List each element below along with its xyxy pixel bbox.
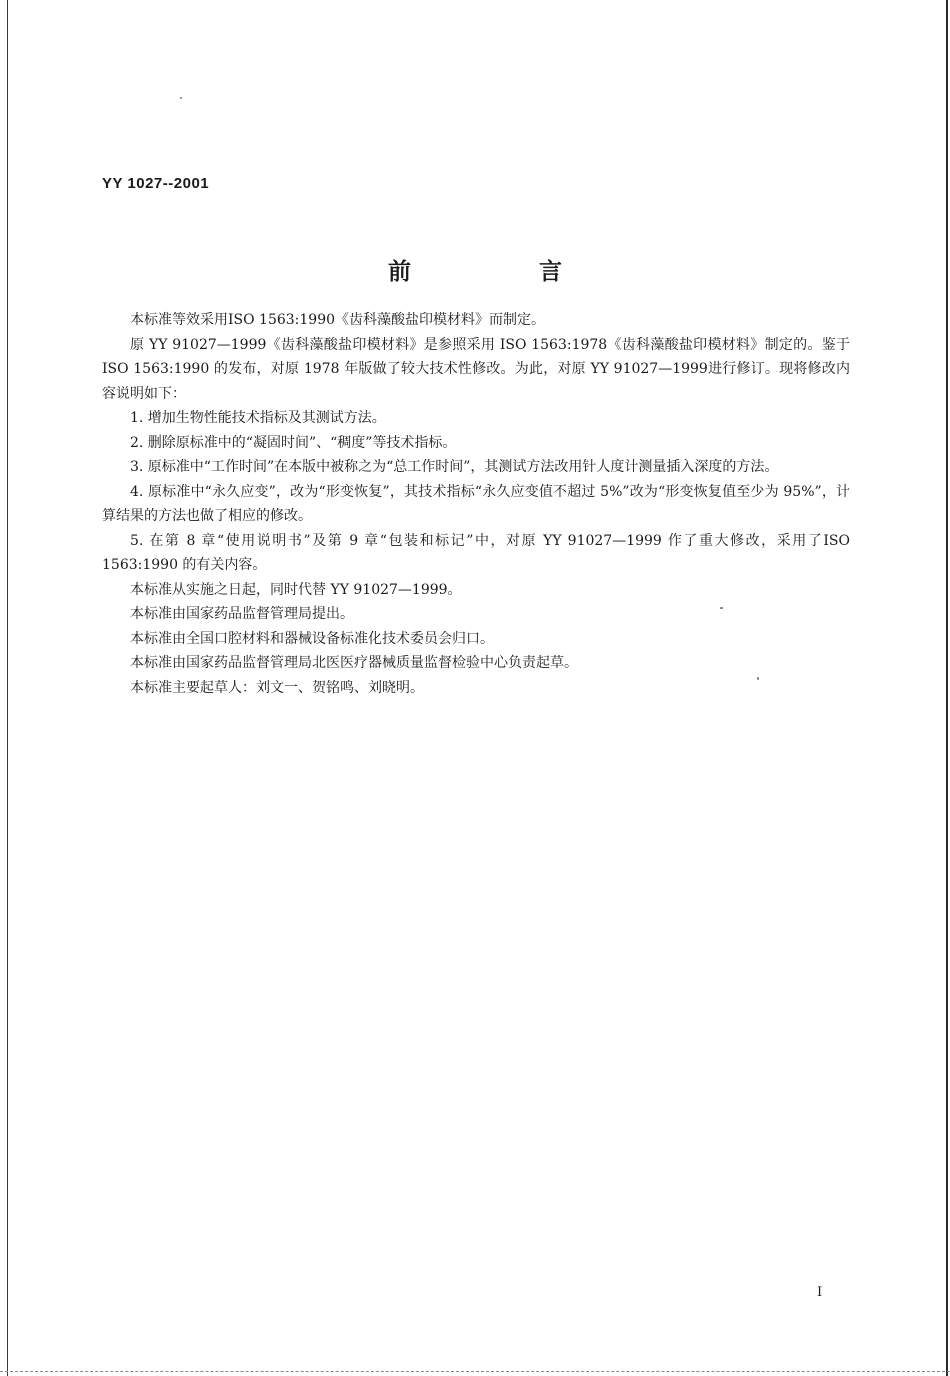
standard-number: YY 1027--2001 (102, 175, 210, 192)
paragraph-change-4: 4. 原标准中“永久应变”，改为“形变恢复”，其技术指标“永久应变值不超过 5%”改为“形变恢复值至少为 95%”，计算结果的方法也做了相应的修改。 (102, 483, 850, 524)
paragraph-revision-background: 原 YY 91027—1999《齿科藻酸盐印模材料》是参照采用 ISO 1563:1978《齿科藻酸盐印模材料》制定的。鉴于 ISO 1563:1990 的发布，对原 1978 年版做了较大技术性修改。为此，对原 YY 91027—1999进行修订。现将修改内容说明如下： (102, 336, 850, 402)
paragraph-adoption: 本标准等效采用ISO 1563:1990《齿科藻酸盐印模材料》而制定。 (130, 312, 546, 328)
paragraph-drafters: 本标准主要起草人：刘文一、贺铭鸣、刘晓明。 (130, 679, 424, 696)
paragraph-change-5: 5. 在第 8 章“使用说明书”及第 9 章“包装和标记”中，对原 YY 91027—1999 作了重大修改，采用了ISO 1563:1990 的有关内容。 (102, 532, 850, 573)
paragraph-change-3: 3. 原标准中“工作时间”在本版中被称之为“总工作时间”，其测试方法改用针人度计测量插入深度的方法。 (130, 459, 779, 475)
foreword-body (102, 308, 850, 700)
paragraph-effective: 本标准从实施之日起，同时代替 YY 91027—1999。 (130, 581, 462, 598)
page-number: I (817, 1285, 823, 1300)
paragraph-centralized-by: 本标准由全国口腔材料和器械设备标准化技术委员会归口。 (130, 630, 494, 647)
scan-edge-bottom (0, 1370, 950, 1372)
paragraph-change-2: 2. 删除原标准中的“凝固时间”、“稠度”等技术指标。 (130, 434, 457, 451)
paragraph-change-1: 1. 增加生物性能技术指标及其测试方法。 (130, 410, 386, 426)
paragraph-drafted-by: 本标准由国家药品监督管理局北医医疗器械质量监督检验中心负责起草。 (130, 655, 578, 671)
paragraph-proposed-by: 本标准由国家药品监督管理局提出。 (130, 606, 354, 622)
scan-edge-left (7, 0, 8, 1376)
section-title: 前 言 (387, 259, 622, 285)
scan-speck (180, 97, 182, 99)
scan-edge-right (946, 0, 948, 1376)
